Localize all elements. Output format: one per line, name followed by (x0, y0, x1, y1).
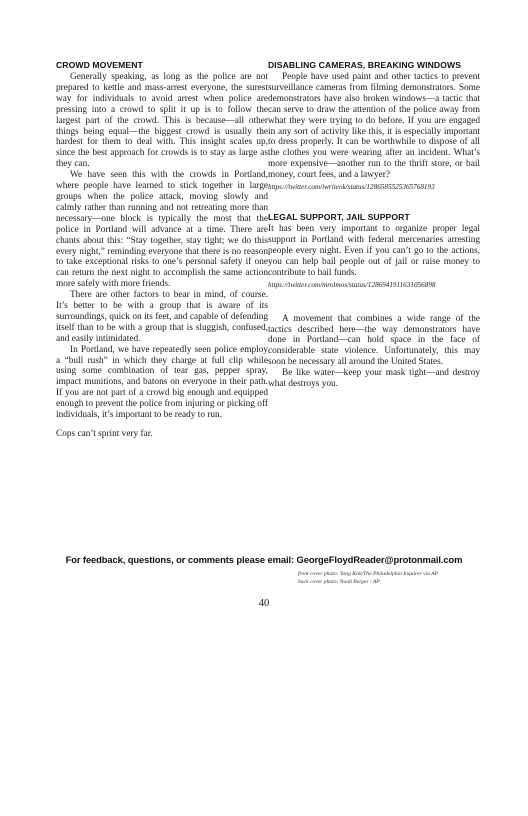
closing-line: Cops can’t sprint very far. (56, 429, 153, 439)
paragraph: Generally speaking, as long as the police are not prepared to kettle and mass-arrest everyone, the surest way for individuals to avoid arrest when police are pressing into a crowd to split it up is to follow the largest part of the crowd. This is because—all other things being equal—the biggest crowd is usually the hardest for them to deal with. This insight scales up, since the best approach for crowds is to stay as large as they can. (56, 72, 268, 170)
paragraph: Be like water—keep your mask tight—and destroy what destroys you. (268, 368, 480, 390)
paragraph: It has been very important to organize proper legal support in Portland with federal mercenaries arresting people every night. Even if you can’t go to the actions, you can help bail people out of jail or raise money to contribute to bail funds. (268, 224, 480, 278)
spacer (268, 290, 480, 314)
paragraph: There are other factors to bear in mind, of course. It’s better to be with a group that is aware of its surroundings, quick on its feet, and capable of defending itself than to be with a group that is sluggish, confused, and easily intimidated. (56, 290, 268, 344)
section-heading-crowd-movement: CROWD MOVEMENT (56, 60, 143, 70)
paragraph: A movement that combines a wide range of the tactics described here—the way demonstrators have done in Portland—can hold space in the face of considerable state violence. Unfortunately, this may soon be necessary all around the United States. (268, 313, 480, 368)
spacer (268, 192, 480, 212)
feedback-email-line: For feedback, questions, or comments please email: GeorgeFloydReader@protonmail.com (65, 554, 463, 565)
paragraph: In Portland, we have repeatedly seen police employ a “bull rush” in which they charge at full clip while using some combination of tear gas, pepper spray, impact munitions, and batons on everyone in their path. If you are not part of a crowd big enough and equipped enough to prevent the police from injuring or picking off individuals, it’s important to be ready to run. (56, 344, 268, 421)
paragraph: We have seen this with the crowds in Portland, where people have learned to stick together in large groups when the police attack, moving slowly and calmly rather than running and not retreating more than necessary—one block is typically the most that the police in Portland will advance at a time. There are chants about this: “Stay together, stay tight; we do this every night,” reminding everyone that there is no reason to take exceptional risks to one’s personal safety if one can return the next night to accomplish the same action more safely with more friends. (56, 170, 268, 290)
photo-credits (298, 570, 438, 586)
paragraph: People have used paint and other tactics to prevent surveillance cameras from filming demonstrators. Some demonstrators have also broken windows—a tactic that can serve to draw the attention of the police away from what they were trying to do before. If you are engaged in any sort of activity like this, it is especially important to dress properly. It can be worthwhile to dispose of all the clothes you were wearing after an incident. What’s more expensive—another run to the thrift store, or bail money, court fees, and a lawyer? (268, 72, 480, 181)
back-cover-credit: back cover photo: Noah Berger / AP (298, 579, 380, 586)
spacer (56, 421, 268, 429)
source-link[interactable]: https://twitter.com/iwriteok/status/1286585525365768193 (268, 183, 435, 192)
left-column (56, 60, 268, 440)
section-heading-legal-support: LEGAL SUPPORT, JAIL SUPPORT (268, 212, 410, 223)
right-column (268, 60, 480, 390)
front-cover-credit: front cover photo: Yong Kim/The Philadelphia Inquirer via AP (298, 571, 439, 577)
section-heading-disabling-cameras: DISABLING CAMERAS, BREAKING WINDOWS (268, 60, 462, 70)
page-number: 40 (258, 598, 270, 609)
source-link[interactable]: https://twitter.com/mrolmos/status/1286941911631056898 (268, 280, 436, 289)
